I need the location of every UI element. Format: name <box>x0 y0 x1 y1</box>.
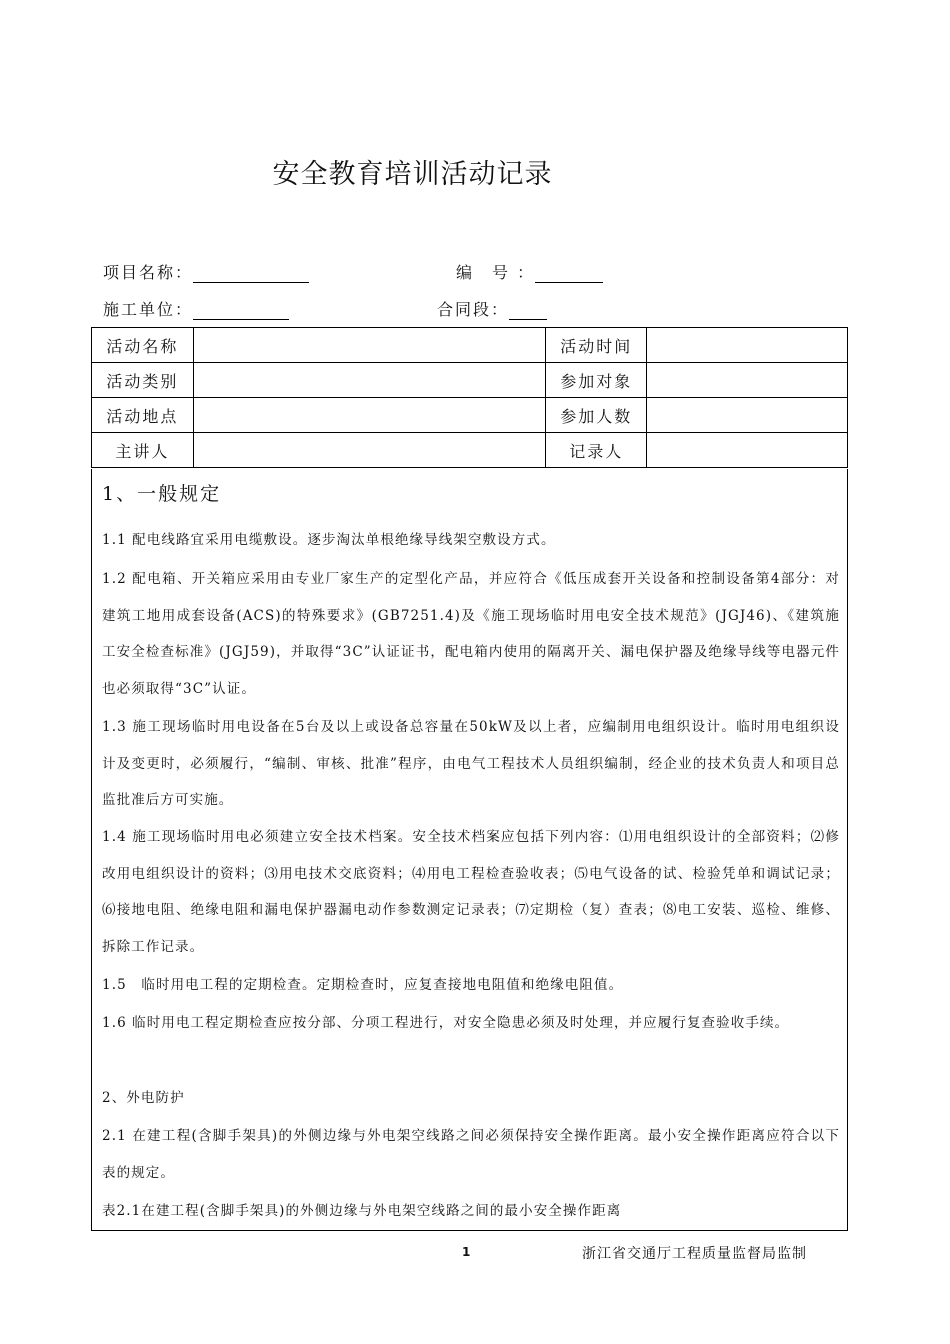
project-name-field <box>103 260 309 283</box>
participant-count-label: 参加人数 <box>546 398 647 433</box>
contract-section-blank <box>509 302 547 320</box>
participants-value <box>647 363 848 398</box>
paragraph-1-6: 1.6 临时用电工程定期检查应按分部、分项工程进行，对安全隐患必须及时处理，并应履行复查验收手续。 <box>102 1015 790 1031</box>
project-name-label: 项目名称： <box>103 263 194 282</box>
recorder-label: 记录人 <box>546 433 647 468</box>
table-row <box>92 433 848 468</box>
activity-category-label: 活动类别 <box>92 363 194 398</box>
activity-time-value <box>647 328 848 363</box>
project-name-blank <box>193 265 309 283</box>
speaker-label: 主讲人 <box>92 433 194 468</box>
construction-unit-label: 施工单位： <box>103 300 194 319</box>
construction-unit-field <box>103 297 289 320</box>
participant-count-value <box>647 398 848 433</box>
section-heading-external: 2、外电防护 <box>102 1090 185 1106</box>
activity-time-label: 活动时间 <box>546 328 647 363</box>
footer-organization: 浙江省交通厅工程质量监督局监制 <box>582 1246 807 1262</box>
page-title: 安全教育培训活动记录 <box>272 159 553 190</box>
paragraph-1-2: 1.2 配电箱、开关箱应采用由专业厂家生产的定型化产品，并应符合《低压成套开关设备和控制设备第4部分：对建筑工地用成套设备(ACS)的特殊要求》(GB7251.4)及《施工现场临时用电安全技术规范》(JGJ46)、《建筑施工安全检查标准》(JGJ59)，并取得“3C”认证证书，配电箱内使用的隔离开关、漏电保护器及绝缘导线等电器元件也必须取得“3C”认证。 <box>102 571 840 697</box>
table-row <box>92 398 848 433</box>
section-heading-general: 1、一般规定 <box>102 483 222 505</box>
contract-section-label: 合同段： <box>437 300 510 319</box>
number-label: 编 号 ： <box>456 263 536 282</box>
activity-category-value <box>193 363 546 398</box>
paragraph-1-3: 1.3 施工现场临时用电设备在5台及以上或设备总容量在50kW及以上者，应编制用电组织设计。临时用电组织设计及变更时，必须履行，“编制、审核、批准”程序，由电气工程技术人员组织编制，经企业的技术负责人和项目总监批准后方可实施。 <box>102 719 840 808</box>
number-blank <box>535 265 603 283</box>
speaker-value <box>193 433 546 468</box>
recorder-value <box>647 433 848 468</box>
number-field <box>456 260 603 283</box>
activity-name-label: 活动名称 <box>92 328 194 363</box>
table-caption: 表2.1在建工程(含脚手架具)的外侧边缘与外电架空线路之间的最小安全操作距离 <box>102 1203 622 1219</box>
paragraph-2-1: 2.1 在建工程(含脚手架具)的外侧边缘与外电架空线路之间必须保持安全操作距离。最小安全操作距离应符合以下表的规定。 <box>102 1128 840 1181</box>
activity-name-value <box>193 328 546 363</box>
table-row <box>92 363 848 398</box>
activity-info-table <box>91 327 848 468</box>
paragraph-1-5: 1.5 临时用电工程的定期检查。定期检查时，应复查接地电阻值和绝缘电阻值。 <box>102 977 624 993</box>
contract-section-field <box>437 297 547 320</box>
paragraph-1-1: 1.1 配电线路宜采用电缆敷设。逐步淘汰单根绝缘导线架空敷设方式。 <box>102 532 556 548</box>
construction-unit-blank <box>193 302 289 320</box>
content-box <box>91 469 848 1231</box>
page-number: 1 <box>462 1245 471 1259</box>
activity-location-label: 活动地点 <box>92 398 194 433</box>
paragraph-1-4: 1.4 施工现场临时用电必须建立安全技术档案。安全技术档案应包括下列内容：⑴用电组织设计的全部资料；⑵修改用电组织设计的资料；⑶用电技术交底资料；⑷用电工程检查验收表；⑸电气设备的试、检验凭单和调试记录；⑹接地电阻、绝缘电阻和漏电保护器漏电动作参数测定记录表；⑺定期检（复）查表；⑻电工安装、巡检、维修、拆除工作记录。 <box>102 829 840 955</box>
participants-label: 参加对象 <box>546 363 647 398</box>
activity-location-value <box>193 398 546 433</box>
table-row <box>92 328 848 363</box>
